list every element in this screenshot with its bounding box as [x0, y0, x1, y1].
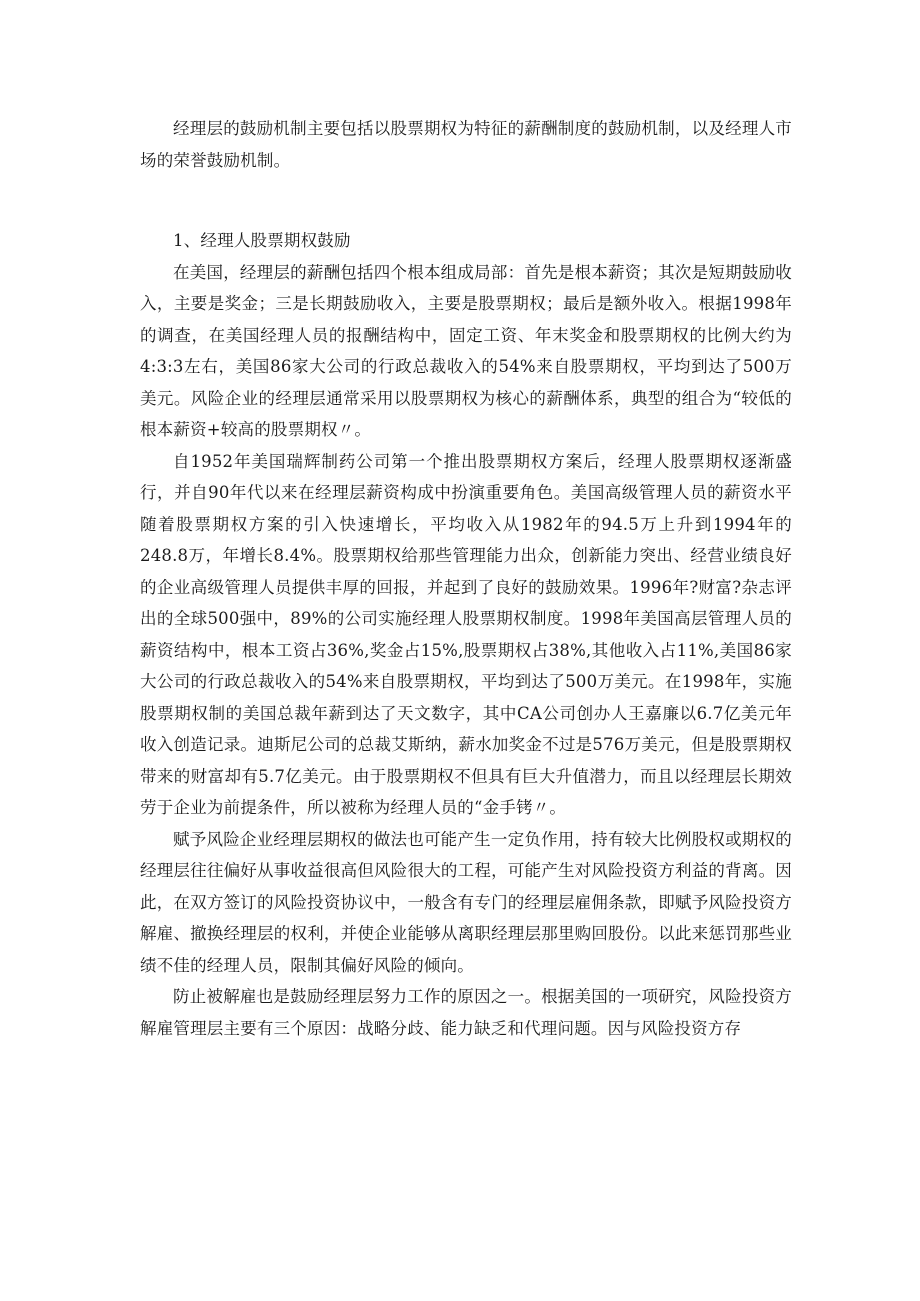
section-heading: 1、经理人股票期权鼓励 [173, 231, 351, 250]
paragraph-3: 赋予风险企业经理层期权的做法也可能产生一定负作用，持有较大比例股权或期权的经理层往往偏好从事收益很高但风险很大的工程，可能产生对风险投资方利益的背离。因此，在双方签订的风险投资协议中，一般含有专门的经理层雇佣条款，即赋予风险投资方解雇、撤换经理层的权利，并使企业能够从离职经理层那里购回股份。以此来惩罚那些业绩不佳的经理人员，限制其偏好风险的倾向。 [140, 829, 792, 975]
intro-block [140, 113, 792, 176]
body-block [140, 225, 792, 1044]
intro-paragraph: 经理层的鼓励机制主要包括以股票期权为特征的薪酬制度的鼓励机制，以及经理人市场的荣誉鼓励机制。 [140, 119, 792, 170]
paragraph-1: 在美国，经理层的薪酬包括四个根本组成局部：首先是根本薪资；其次是短期鼓励收入，主要是奖金；三是长期鼓励收入，主要是股票期权；最后是额外收入。根据1998年的调查，在美国经理人员的报酬结构中，固定工资、年末奖金和股票期权的比例大约为4:3:3左右，美国86家大公司的行政总裁收入的54%来自股票期权，平均到达了500万美元。风险企业的经理层通常采用以股票期权为核心的薪酬体系，典型的组合为“较低的根本薪资+较高的股票期权〃。 [140, 262, 792, 439]
paragraph-4: 防止被解雇也是鼓励经理层努力工作的原因之一。根据美国的一项研究，风险投资方解雇管理层主要有三个原因：战略分歧、能力缺乏和代理问题。因与风险投资方存 [140, 987, 792, 1038]
paragraph-2: 自1952年美国瑞辉制药公司第一个推出股票期权方案后，经理人股票期权逐渐盛行，并自90年代以来在经理层薪资构成中扮演重要角色。美国高级管理人员的薪资水平随着股票期权方案的引入快速增长，平均收入从1982年的94.5万上升到1994年的248.8万，年增长8.4%。股票期权给那些管理能力出众，创新能力突出、经营业绩良好的企业高级管理人员提供丰厚的回报，并起到了良好的鼓励效果。1996年?财富?杂志评出的全球500强中，89%的公司实施经理人股票期权制度。1998年美国高层管理人员的薪资结构中，根本工资占36%,奖金占15%,股票期权占38%,其他收入占11%,美国86家大公司的行政总裁收入的54%来自股票期权，平均到达了500万美元。在1998年，实施股票期权制的美国总裁年薪到达了天文数字，其中CA公司创办人王嘉廉以6.7亿美元年收入创造记录。迪斯尼公司的总裁艾斯纳，薪水加奖金不过是576万美元，但是股票期权带来的财富却有5.7亿美元。由于股票期权不但具有巨大升值潜力，而且以经理层长期效劳于企业为前提条件，所以被称为经理人员的“金手铐〃。 [140, 451, 792, 817]
